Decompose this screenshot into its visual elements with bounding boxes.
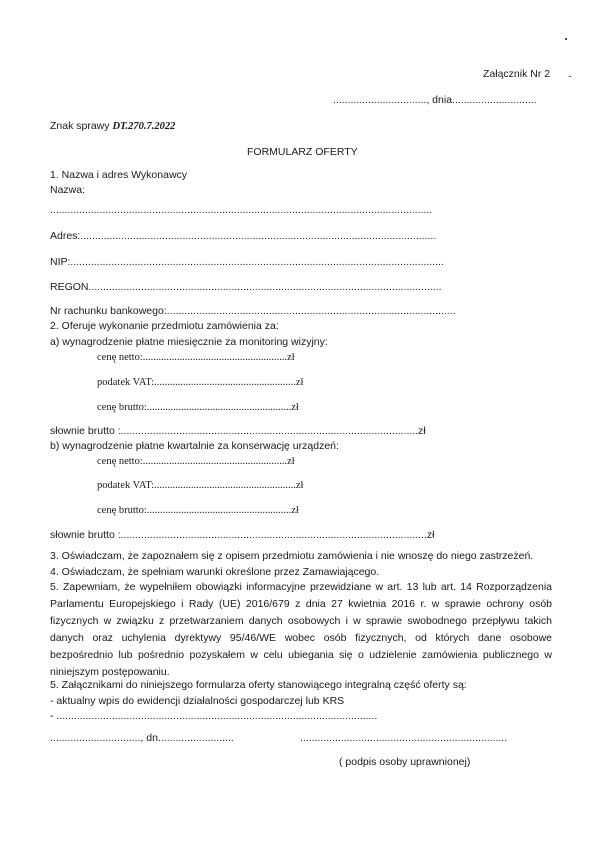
- part-b-vat: podatek VAT:......................................................zł: [97, 480, 304, 491]
- part-b-net-price: cenę netto:.......................................................zł: [97, 456, 295, 467]
- part-b-label: b) wynagrodzenie płatne kwartalnie za konserwację urządzeń:: [50, 440, 339, 452]
- statement-3: 3. Oświadczam, że zapoznałem się z opisem przedmiotu zamówienia i nie wnoszę do niego zastrzeżeń.: [50, 550, 534, 562]
- attachment-item-1: - aktualny wpis do ewidencji działalności gospodarczej lub KRS: [50, 695, 345, 707]
- statement-5-gdpr: 5. Zapewniam, że wypełniłem obowiązki informacyjne przewidziane w art. 13 lub art. 14 Rozporządzenia Parlamentu Europejskiego i Rady (UE) 2016/679 z dnia 27 kwietnia 2016 r. w sprawie ochrony osób fizycznych w związku z przetwarzaniem danych osobowych i w sprawie swobodnego przepływu takich danych oraz uchylenia dyrektywy 95/46/WE wobec osób fizycznych, od których dane osobowe bezpośrednio lub pośrednio pozyskałem w celu ubiegania się o udzielenie zamówienia publicznego w niniejszym postępowaniu.: [50, 581, 552, 678]
- case-reference-label: Znak sprawy: [50, 120, 110, 132]
- section-1-heading: 1. Nazwa i adres Wykonawcy: [50, 169, 188, 181]
- part-b-gross-in-words: słownie brutto :.........................................................................................................zł: [50, 529, 435, 541]
- signature-label: ( podpis osoby uprawnionej): [339, 756, 471, 768]
- part-a-vat: podatek VAT:......................................................zł: [97, 377, 304, 388]
- name-line: ...................................................................................................................................: [50, 204, 433, 216]
- attachment-item-2: - ..............................................................................................................: [50, 710, 378, 722]
- part-a-gross-price: cenę brutto:.......................................................zł: [97, 402, 299, 413]
- nip-field: NIP:................................................................................................................................: [50, 256, 444, 268]
- scan-mark-top: [565, 38, 567, 40]
- case-reference-value: DT.270.7.2022: [112, 121, 176, 132]
- bank-account-field: Nr rachunku bankowego:...................................................................................................: [50, 305, 456, 317]
- scan-mark-right: [569, 76, 571, 77]
- footer-place-date: ..............................., dn..........................: [50, 732, 234, 744]
- part-a-net-price: cenę netto:.......................................................zł: [97, 352, 295, 363]
- part-a-gross-in-words: słownie brutto :......................................................................................................zł: [50, 425, 426, 437]
- statement-5-attachments: 5. Załącznikami do niniejszego formularza oferty stanowiącego integralną część oferty są:: [50, 679, 467, 691]
- case-reference: [50, 120, 175, 132]
- part-a-label: a) wynagrodzenie płatne miesięcznie za monitoring wizyjny:: [50, 336, 328, 348]
- signature-line: .......................................................................: [300, 732, 508, 744]
- place-date-line: ................................, dnia.............................: [333, 94, 537, 106]
- name-label: Nazwa:: [50, 184, 86, 196]
- form-title: FORMULARZ OFERTY: [247, 146, 358, 158]
- part-b-gross-price: cenę brutto:.......................................................zł: [97, 505, 299, 516]
- statement-4: 4. Oświadczam, że spełniam warunki określone przez Zamawiającego.: [50, 566, 380, 578]
- section-2-heading: 2. Oferuje wykonanie przedmiotu zamówienia za:: [50, 320, 279, 332]
- regon-field: REGON.........................................................................................................................: [50, 281, 442, 293]
- attachment-label: Załącznik Nr 2: [483, 68, 551, 80]
- address-field: Adres:..........................................................................................................................: [50, 230, 437, 242]
